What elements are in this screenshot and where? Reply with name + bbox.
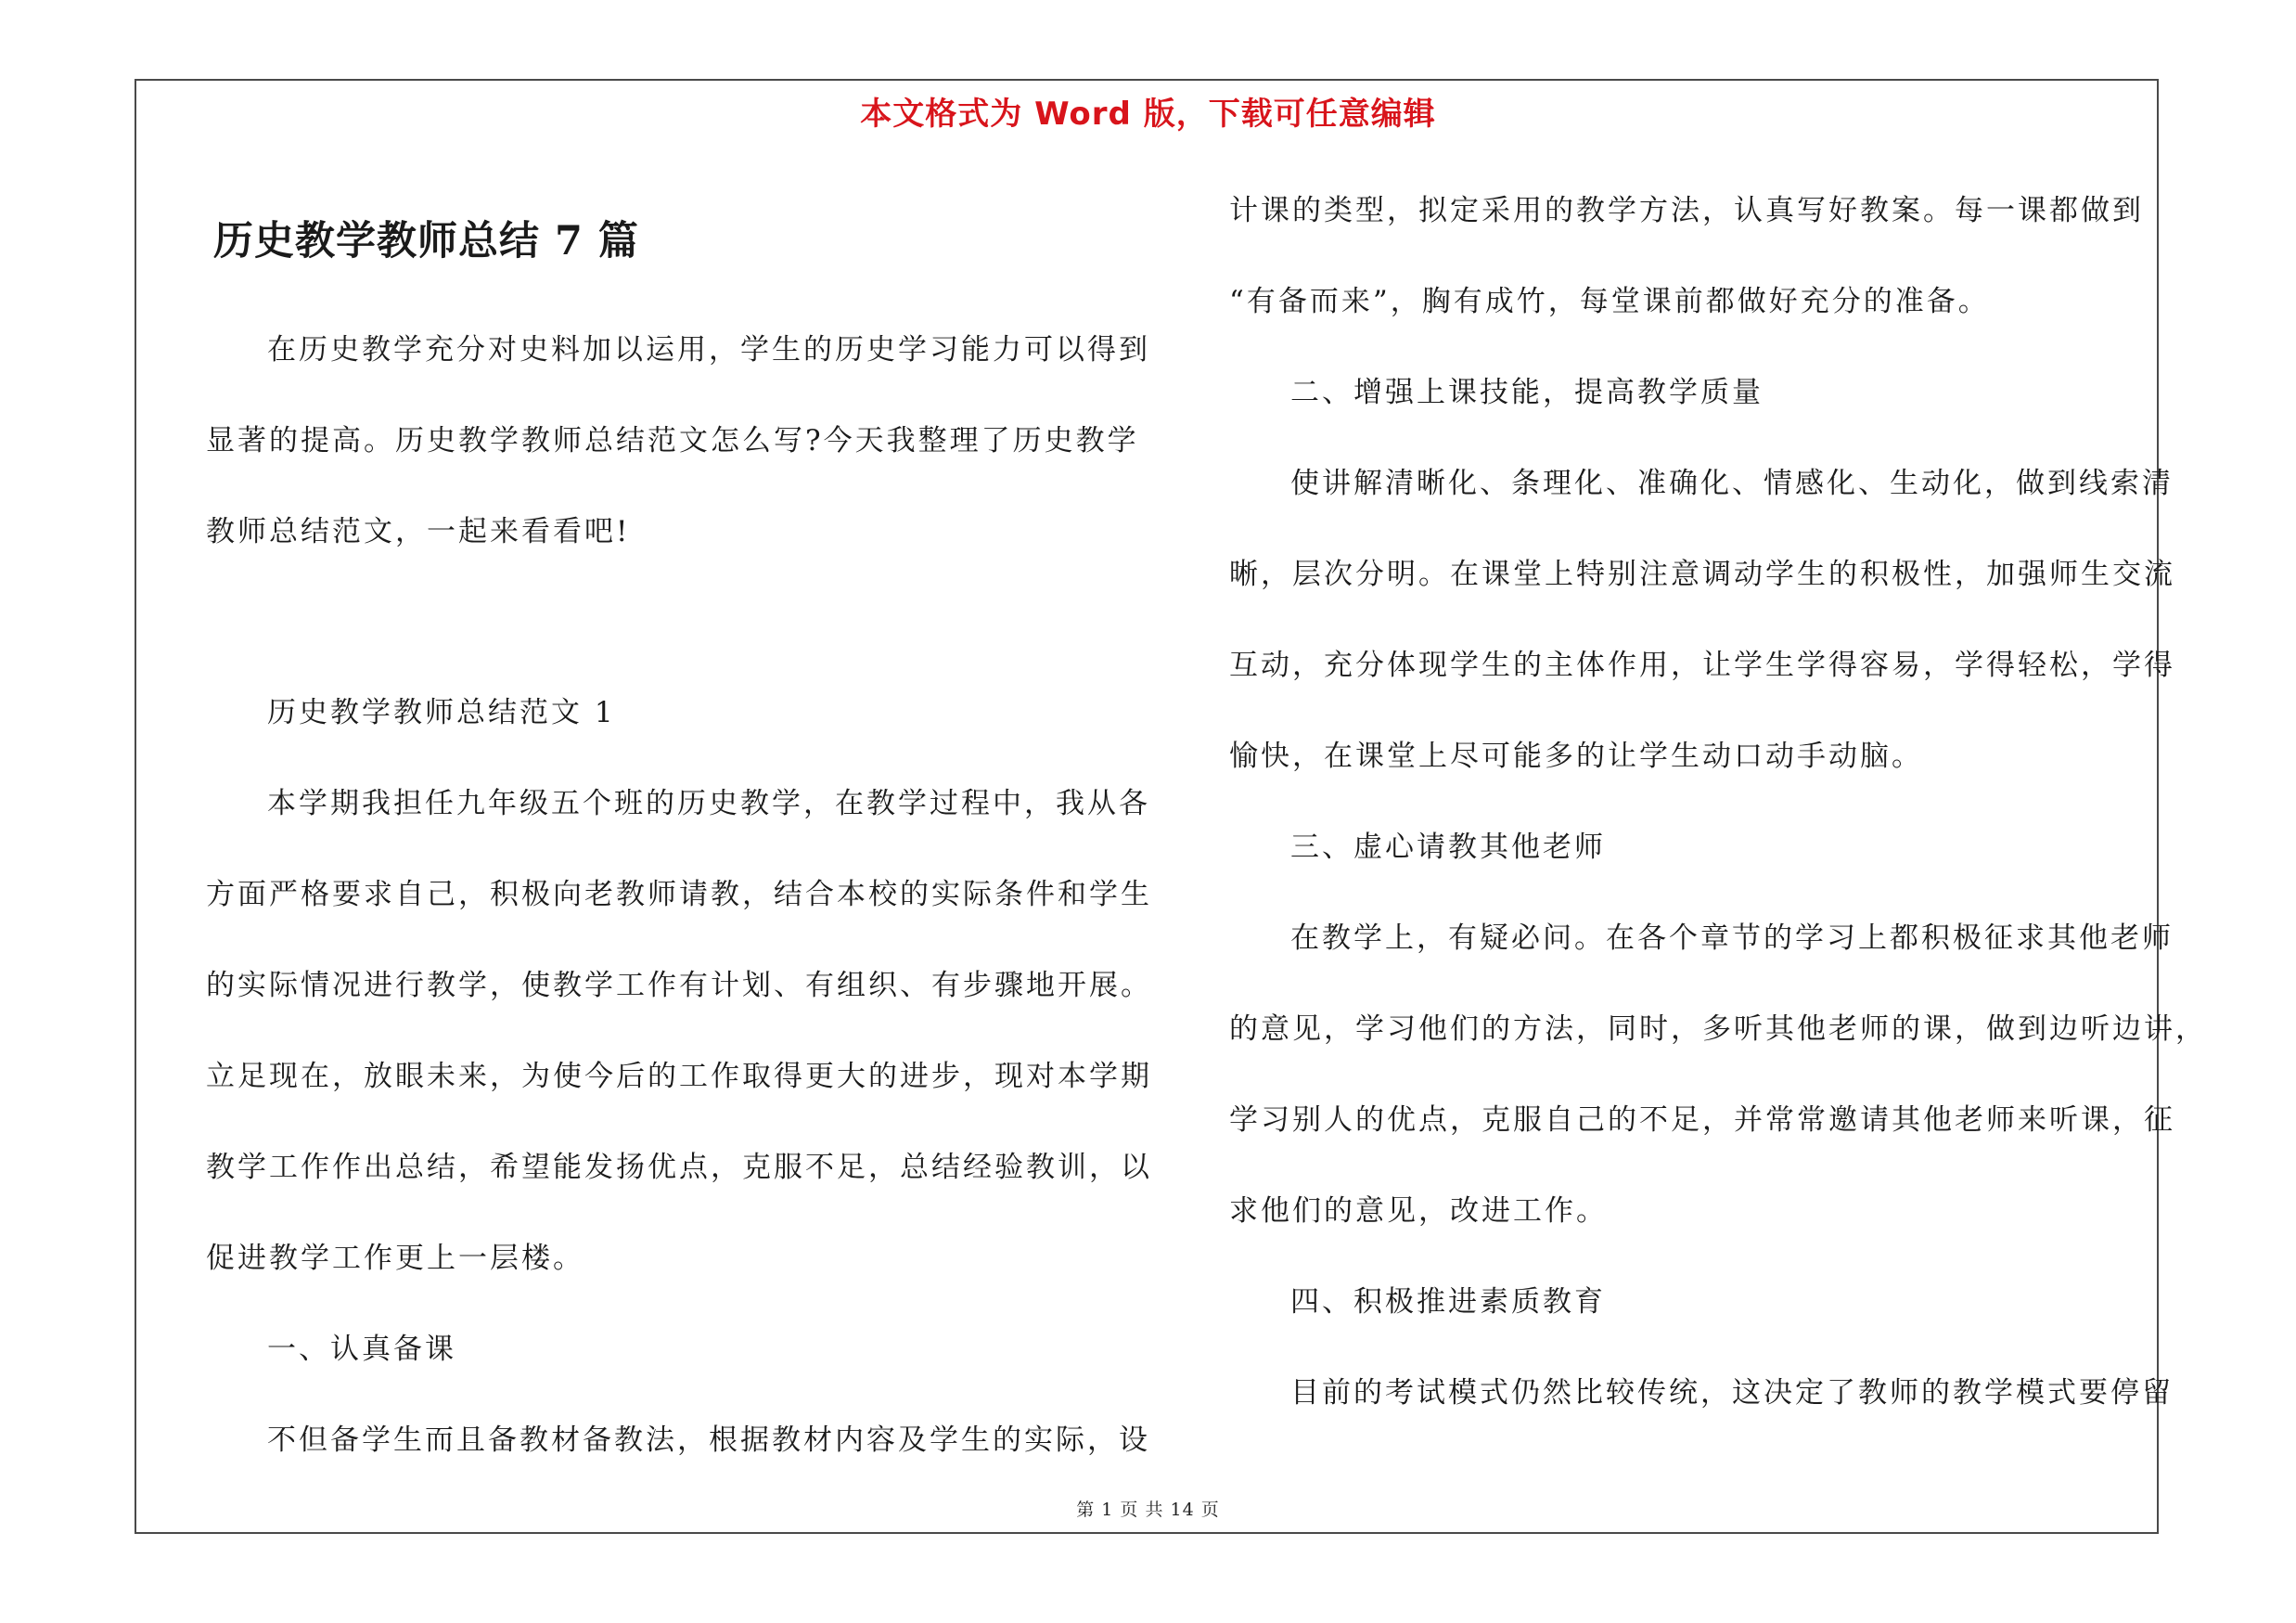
paragraph-line: 的实际情况进行教学，使教学工作有计划、有组织、有步骤地开展。 <box>206 969 1152 1002</box>
paragraph-line: 目前的考试模式仍然比较传统，这决定了教师的教学模式要停留 <box>1290 1376 2174 1410</box>
document-title: 历史教学教师总结 7 篇 <box>213 218 639 264</box>
paragraph-line: 计课的类型，拟定采用的教学方法，认真写好教案。每一课都做到 <box>1229 194 2144 227</box>
paragraph-line: 方面严格要求自己，积极向老教师请教，结合本校的实际条件和学生 <box>206 878 1152 911</box>
section-heading: 二、增强上课技能，提高教学质量 <box>1290 376 1764 409</box>
paragraph-line: 教学工作作出总结，希望能发扬优点，克服不足，总结经验教训，以 <box>206 1151 1152 1184</box>
paragraph-line: 的意见，学习他们的方法，同时，多听其他老师的课，做到边听边讲， <box>1229 1012 2207 1046</box>
paragraph-line: 不但备学生而且备教材备教法，根据教材内容及学生的实际，设 <box>267 1423 1150 1457</box>
paragraph-line: 求他们的意见，改进工作。 <box>1229 1194 1608 1228</box>
section-heading: 一、认真备课 <box>267 1333 456 1366</box>
paragraph-line: 使讲解清晰化、条理化、准确化、情感化、生动化，做到线索清 <box>1290 467 2174 500</box>
section-heading: 历史教学教师总结范文 1 <box>267 696 616 729</box>
paragraph-line: 促进教学工作更上一层楼。 <box>206 1242 584 1275</box>
paragraph-line: 学习别人的优点，克服自己的不足，并常常邀请其他老师来听课，征 <box>1229 1103 2175 1137</box>
paragraph-line: 互动，充分体现学生的主体作用，让学生学得容易，学得轻松，学得 <box>1229 649 2175 682</box>
section-heading: 四、积极推进素质教育 <box>1290 1285 1606 1319</box>
page-number-footer: 第 1 页 共 14 页 <box>1076 1500 1220 1520</box>
paragraph-line: “有备而来”，胸有成竹，每堂课前都做好充分的准备。 <box>1229 285 1990 318</box>
paragraph-line: 晰，层次分明。在课堂上特别注意调动学生的积极性，加强师生交流 <box>1229 558 2175 591</box>
paragraph-line: 立足现在，放眼未来，为使今后的工作取得更大的进步，现对本学期 <box>206 1060 1152 1093</box>
paragraph-line: 愉快，在课堂上尽可能多的让学生动口动手动脑。 <box>1229 740 1923 773</box>
paragraph-line: 本学期我担任九年级五个班的历史教学，在教学过程中，我从各 <box>267 787 1150 820</box>
paragraph-line: 在教学上，有疑必问。在各个章节的学习上都积极征求其他老师 <box>1290 921 2174 955</box>
word-format-banner: 本文格式为 Word 版，下载可任意编辑 <box>860 96 1436 133</box>
section-heading: 三、虚心请教其他老师 <box>1290 831 1606 864</box>
paragraph-line: 在历史教学充分对史料加以运用，学生的历史学习能力可以得到 <box>267 333 1150 367</box>
paragraph-line: 显著的提高。历史教学教师总结范文怎么写?今天我整理了历史教学 <box>206 424 1139 457</box>
paragraph-line: 教师总结范文，一起来看看吧! <box>206 515 631 548</box>
